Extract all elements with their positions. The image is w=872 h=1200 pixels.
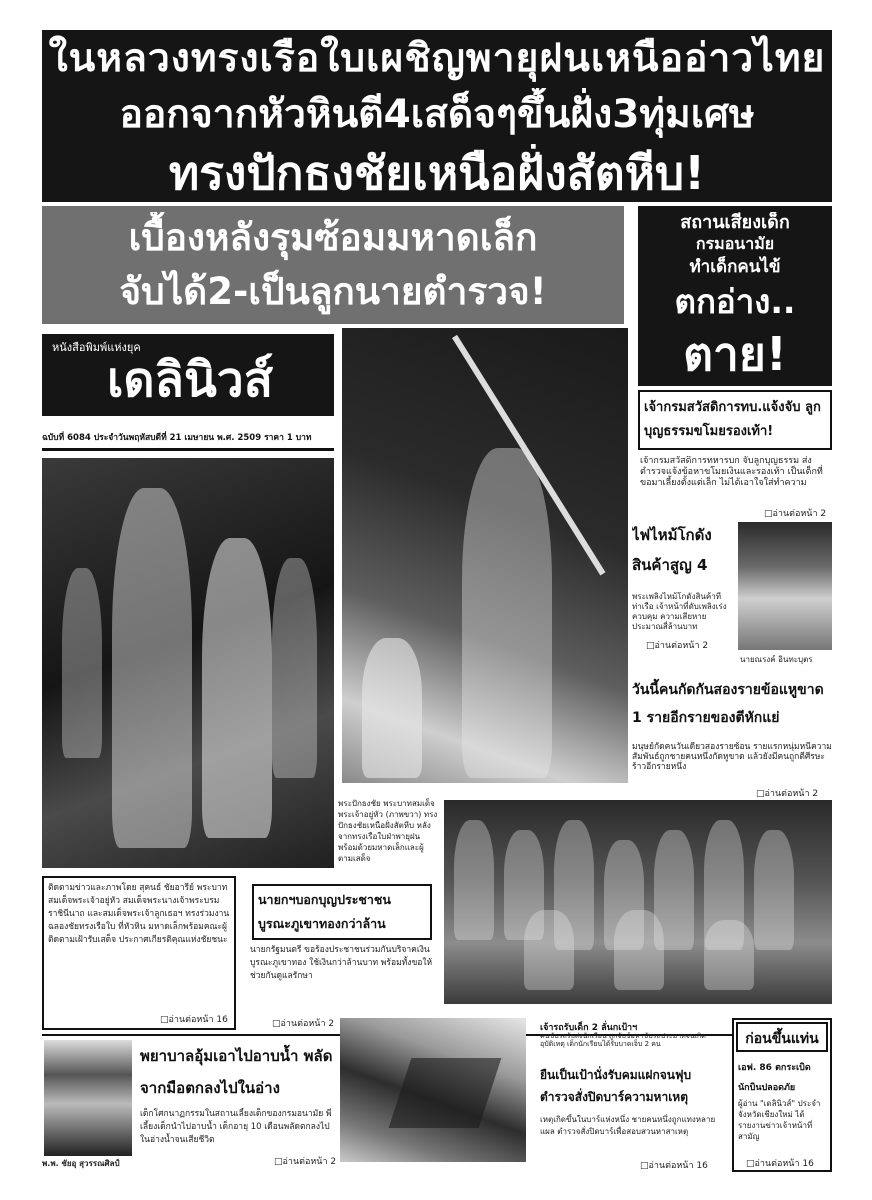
photo-portrait-chaiyu — [44, 1040, 132, 1156]
photo-crowd-gathering — [444, 800, 832, 1004]
story-welfare-headline: เจ้ากรมสวัสดิการทบ.แจ้งจับ ลูกบุญธรรมขโมยรองเท้า! — [644, 400, 821, 439]
promo-title: ก่อนขึ้นแท่น — [736, 1022, 828, 1052]
story-welfare-body: เจ้ากรมสวัสดิการทหารบก จับลูกบุญธรรม ส่งตำรวจแจ้งข้อหาขโมยเงินและรองเท้า เป็นเด็กที่ขอมาเลี้ยงตั้งแต่เล็ก ไม่ได้เอาใจใส่ทำความ — [640, 456, 823, 488]
story-bite-headline: วันนี้คนกัดกันสองรายข้อแหูขาด 1 รายอีกรายของตีหักแย่ — [632, 682, 824, 726]
story-police-kicker-body: คนขับรถรับส่งนักเรียน ถูกจับข้อหาขับรถประมาทจนเกิดอุบัติเหตุ เด็กนักเรียนได้รับบาดเจ็บ 2 คน — [540, 1032, 706, 1048]
story-fire-body: พระเพลิงไหม้โกดังสินค้าที่ท่าเรือ เจ้าหน้าที่ดับเพลิงเร่งควบคุม ความเสียหายประมาณสี่ล้านบาท — [632, 592, 727, 631]
promo-item-3: ผู้อ่าน "เดลินิวส์" ประจำจังหวัดเชียงใหม่ ได้รายงานข่าวเจ้าหน้าที่สามัญ — [738, 1099, 821, 1141]
story-nurse-photo-caption: พ.พ. ชัยอุ สุวรรณศิลป์ — [42, 1159, 120, 1168]
headline-line-1: ในหลวงทรงเรือใบเผชิญพายุฝนเหนืออ่าวไทย — [48, 36, 826, 81]
photo-crash-wreckage — [340, 1018, 526, 1162]
story-fire-headline: ไฟไหม้โกดังสินค้าสูญ 4 — [632, 526, 712, 574]
side-headline-line-4: ตกอ่าง.. — [674, 282, 796, 321]
story-police-kicker: เจ้ารถรับเด็ก 2 ลั่นกเป้าฯ — [540, 1023, 638, 1033]
story-pm-headline: นายกฯบอกบุญประชาชน บูรณะภูเขาทองกว่าล้าน — [258, 892, 391, 931]
masthead-name: เดลินิวส์ — [106, 352, 274, 408]
photo-king-ceremony — [42, 458, 334, 868]
side-headline-line-3: ทำเด็กคนไข้ — [689, 257, 781, 277]
masthead-rule — [42, 448, 334, 451]
masthead-issue-info: ฉบับที่ 6084 ประจำวันพฤหัสบดีที่ 21 เมษายน พ.ศ. 2509 ราคา 1 บาท — [42, 433, 312, 443]
side-headline-line-1: สถานเสียงเด็ก — [680, 212, 790, 233]
story-police-body: เหตุเกิดขึ้นในบาร์แห่งหนึ่ง ชายคนหนึ่งถูกแทงหลายแผล ตำรวจสั่งปิดบาร์เพื่อสอบสวนหาสาเหตุ — [540, 1115, 716, 1136]
story-nurse-continued[interactable]: □ อ่านต่อหน้า 2 — [274, 1154, 336, 1168]
photo-flag-planting — [342, 328, 628, 783]
sub-headline-line-1: เบื้องหลังรุมซ้อมมหาดเล็ก — [128, 216, 538, 259]
promo-item-1: เอฟ. 86 ตกระเบิด — [738, 1063, 811, 1073]
headline-line-3: ทรงปักธงชัยเหนือฝั่งสัตหีบ! — [168, 146, 706, 200]
photo-portrait-narong — [738, 522, 832, 650]
story-welfare-continued[interactable]: □ อ่านต่อหน้า 2 — [764, 506, 826, 520]
story-fire-continued[interactable]: □ อ่านต่อหน้า 2 — [646, 638, 708, 652]
story-fire-photo-caption: นายณรงค์ อินทะบุตร — [740, 655, 813, 664]
side-headline-line-2: กรมอนามัย — [695, 234, 775, 253]
story-nurse-body: เด็กโศกนาฏกรรมในสถานเลี้ยงเด็กของกรมอนามัย พี่เลี้ยงเด็กนำไปอาบน้ำ เด็กอายุ 10 เดือนพลัดตกลงไปในอ่างน้ำจนเสียชีวิต — [140, 1109, 332, 1145]
story-king-body: ติดตามข่าวและภาพโดย สุคนธ์ ชัยอารีย์ พระบาทสมเด็จพระเจ้าอยู่หัว สมเด็จพระนางเจ้าพระบรมราชินีนาถ และสมเด็จพระเจ้าลูกเธอฯ ทรงร่วมงาน ฉลองชัยทรงเรือใบ ที่หัวหิน มหาดเล็กพร้อมคณะผู้ติดตามเฝ้ารับเสด็จ ประกาศเกียรติคุณแห่งชัยชนะ — [48, 883, 230, 945]
story-pm-continued[interactable]: □ อ่านต่อหน้า 2 — [272, 1016, 334, 1030]
headline-line-2: ออกจากหัวหินตี4เสด็จๆขึ้นฝั่ง3ทุ่มเศษ — [119, 92, 755, 137]
masthead-tagline: หนังสือพิมพ์แห่งยุค — [52, 341, 141, 354]
story-bite-continued[interactable]: □ อ่านต่อหน้า 2 — [756, 786, 818, 800]
sub-headline-line-2: จับได้2-เป็นลูกนายตำรวจ! — [119, 270, 547, 313]
story-police-continued[interactable]: □ อ่านต่อหน้า 16 — [640, 1158, 708, 1172]
story-pm-body: นายกรัฐมนตรี ขอร้องประชาชนร่วมกันบริจาคเงินบูรณะภูเขาทอง ใช้เงินกว่าล้านบาท พร้อมทั้งขอให้ช่วยกันดูแลรักษา — [250, 945, 433, 981]
promo-continued[interactable]: □ อ่านต่อหน้า 16 — [746, 1156, 814, 1170]
story-nurse-headline: พยาบาลอุ้มเอาไปอาบน้ำ พลัดจากมือตกลงไปในอ่าง — [140, 1047, 333, 1097]
promo-item-2: นักบินปลอดภัย — [738, 1083, 796, 1093]
story-bite-body: มนุษย์กัดคนวันเดียวสองรายซ้อน รายแรกหนุ่มหนีความสัมพันธ์ถูกชายคนหนึ่งกัดหูขาด แล้วยังมีคนถูกตีศีรษะร้าวอีกรายหนึ่ง — [632, 742, 832, 772]
side-headline-line-5: ตาย! — [683, 327, 787, 381]
story-king-continued[interactable]: □ อ่านต่อหน้า 16 — [160, 1012, 228, 1026]
photo-flag-caption: พระปักธงชัย พระบาทสมเด็จพระเจ้าอยู่หัว (ภาพขวา) ทรงปักธงชัยเหนือฝั่งสัตหีบ หลังจากทรงเรือใบฝ่าพายุฝน พร้อมด้วยมหาดเล็กและผู้ตามเสด็จ — [338, 799, 438, 863]
story-police-headline: ยืนเป็นเป้านั่งรับคมแฝกจนฟุบ ตำรวจสั่งปิดบาร์ความหาเหตุ — [540, 1068, 692, 1104]
